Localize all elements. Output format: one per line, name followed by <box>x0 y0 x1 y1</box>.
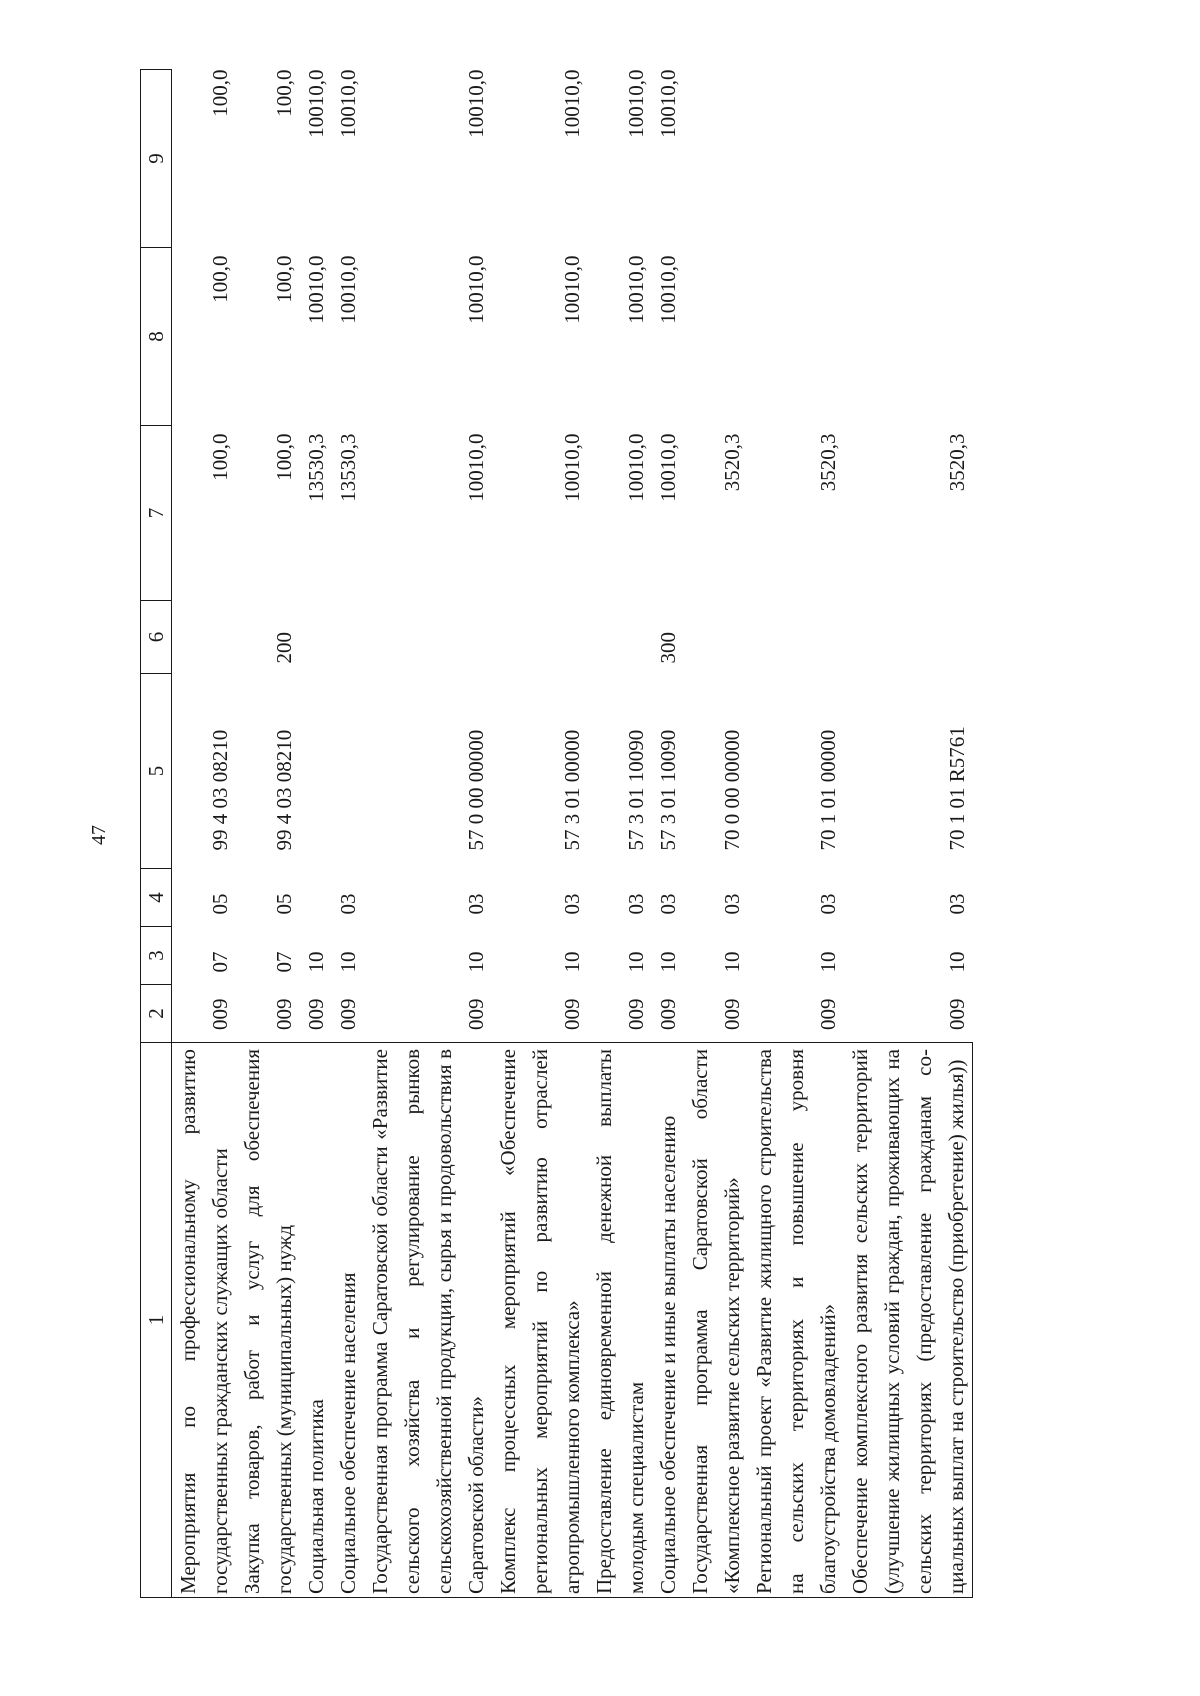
amount-year-3-cell: 10010,0 <box>336 69 360 138</box>
subsection-code-cell: 05 <box>208 893 232 915</box>
expense-type-cell <box>492 601 588 674</box>
section-code-cell: 10 <box>656 951 680 973</box>
expense-type-cell <box>300 601 332 674</box>
target-article-cell <box>332 674 364 869</box>
column-header: 1 <box>141 1043 172 1598</box>
amount-year-3-cell <box>844 70 973 248</box>
expense-type-cell <box>588 601 652 674</box>
subsection-code-cell: 03 <box>944 893 969 915</box>
row-name-cell: Региональный проект «Развитие жилищного строительства на сельских территориях и повышение уровня благоустройства домовладений» <box>748 1043 844 1598</box>
target-article-cell: 70 1 01 R5761 <box>944 726 969 851</box>
table-row <box>684 70 748 1598</box>
target-article-cell: 99 4 03 08210 <box>272 729 296 851</box>
amount-year-2-cell: 10010,0 <box>464 255 488 324</box>
section-code-cell: 10 <box>560 951 584 973</box>
expense-type-cell <box>844 601 973 674</box>
row-name-cell: Социальная политика <box>300 1043 332 1598</box>
row-name-cell: Закупка товаров, работ и услуг для обеспечения государственных (муниципальных) нужд <box>236 1043 300 1598</box>
amount-year-3-cell: 100,0 <box>272 69 296 117</box>
section-code-cell: 10 <box>304 951 328 973</box>
table-body <box>172 70 973 1598</box>
amount-year-1-cell: 10010,0 <box>560 433 584 502</box>
row-name-cell: Государственная программа Саратовской области «Комплексное развитие сельских территорий» <box>684 1043 748 1598</box>
expense-type-cell <box>172 601 237 674</box>
row-name-cell: Обеспечение комплексного развития сельских территорий (улучшение жилищных условий граждан, проживающих на сельских территориях (предоставление гражданам социальных выплат на строительство (приобретение) жилья)) <box>844 1043 973 1598</box>
column-header: 7 <box>141 426 172 601</box>
expense-type-cell <box>332 601 364 674</box>
amount-year-2-cell: 10010,0 <box>304 255 328 324</box>
section-code-cell: 10 <box>336 951 360 973</box>
grbs-code-cell: 009 <box>464 998 488 1030</box>
amount-year-2-cell <box>684 248 748 426</box>
section-code-cell: 10 <box>816 951 840 973</box>
grbs-code-cell: 009 <box>624 998 648 1030</box>
column-header: 8 <box>141 248 172 426</box>
table-row <box>748 70 844 1598</box>
column-header: 9 <box>141 70 172 248</box>
grbs-code-cell: 009 <box>304 998 328 1030</box>
target-article-cell: 70 1 01 00000 <box>816 729 840 851</box>
column-header: 5 <box>141 674 172 869</box>
subsection-code-cell: 03 <box>816 893 840 915</box>
amount-year-1-cell: 3520,3 <box>816 433 840 492</box>
target-article-cell: 57 0 00 00000 <box>464 729 488 851</box>
section-code-cell: 10 <box>624 951 648 973</box>
grbs-code-cell: 009 <box>272 998 296 1030</box>
amount-year-1-cell: 100,0 <box>272 433 296 481</box>
section-code-cell: 10 <box>944 951 969 973</box>
table-row <box>652 70 684 1598</box>
amount-year-3-cell: 10010,0 <box>304 69 328 138</box>
amount-year-1-cell: 10010,0 <box>624 433 648 502</box>
table-row <box>492 70 588 1598</box>
amount-year-2-cell <box>844 248 973 426</box>
expense-type-cell: 300 <box>656 632 680 664</box>
section-code-cell: 07 <box>272 951 296 973</box>
subsection-code-cell: 03 <box>624 893 648 915</box>
column-header: 3 <box>141 927 172 985</box>
target-article-cell: 70 0 00 00000 <box>720 729 744 851</box>
amount-year-3-cell: 10010,0 <box>656 69 680 138</box>
grbs-code-cell: 009 <box>656 998 680 1030</box>
subsection-code-cell: 03 <box>720 893 744 915</box>
amount-year-2-cell <box>748 248 844 426</box>
subsection-code-cell: 05 <box>272 893 296 915</box>
table-row <box>172 70 237 1598</box>
amount-year-1-cell: 100,0 <box>208 433 232 481</box>
subsection-code-cell: 03 <box>336 893 360 915</box>
amount-year-1-cell: 10010,0 <box>656 433 680 502</box>
grbs-code-cell: 009 <box>560 998 584 1030</box>
expense-type-cell <box>684 601 748 674</box>
table-header-row <box>141 70 172 1598</box>
grbs-code-cell: 009 <box>208 998 232 1030</box>
amount-year-3-cell: 10010,0 <box>560 69 584 138</box>
table-row <box>236 70 300 1598</box>
page-number: 47 <box>88 825 110 845</box>
subsection-code-cell: 03 <box>560 893 584 915</box>
amount-year-2-cell: 10010,0 <box>336 255 360 324</box>
amount-year-2-cell: 10010,0 <box>656 255 680 324</box>
target-article-cell: 57 3 01 10090 <box>624 729 648 851</box>
row-name-cell: Социальное обеспечение населения <box>332 1043 364 1598</box>
target-article-cell: 57 3 01 10090 <box>656 729 680 851</box>
amount-year-1-cell: 3520,3 <box>944 433 969 492</box>
amount-year-3-cell: 100,0 <box>208 69 232 117</box>
row-name-cell: Комплекс процессных мероприятий «Обеспечение региональных мероприятий по развитию отраслей агропромышленного комплекса» <box>492 1043 588 1598</box>
grbs-code-cell: 009 <box>720 998 744 1030</box>
amount-year-2-cell: 100,0 <box>208 255 232 303</box>
table-row <box>300 70 332 1598</box>
amount-year-1-cell: 13530,3 <box>336 433 360 502</box>
column-header: 2 <box>141 985 172 1043</box>
section-code-cell: 07 <box>208 951 232 973</box>
amount-year-2-cell: 10010,0 <box>624 255 648 324</box>
amount-year-1-cell: 10010,0 <box>464 433 488 502</box>
table-row <box>332 70 364 1598</box>
amount-year-3-cell: 10010,0 <box>464 69 488 138</box>
budget-table-sheet <box>140 70 1168 1598</box>
table-row <box>588 70 652 1598</box>
grbs-code-cell: 009 <box>816 998 840 1030</box>
subsection-code-cell <box>300 869 332 927</box>
section-code-cell: 10 <box>464 951 488 973</box>
target-article-cell: 99 4 03 08210 <box>208 729 232 851</box>
column-header: 4 <box>141 869 172 927</box>
expense-type-cell: 200 <box>272 632 296 664</box>
subsection-code-cell: 03 <box>656 893 680 915</box>
amount-year-3-cell <box>684 70 748 248</box>
target-article-cell: 57 3 01 00000 <box>560 729 584 851</box>
amount-year-2-cell: 10010,0 <box>560 255 584 324</box>
expense-type-cell <box>748 601 844 674</box>
expense-type-cell <box>364 601 492 674</box>
row-name-cell: Предоставление единовременной денежной выплаты молодым специалистам <box>588 1043 652 1598</box>
amount-year-3-cell: 10010,0 <box>624 69 648 138</box>
target-article-cell <box>300 674 332 869</box>
row-name-cell: Государственная программа Саратовской области «Развитие сельского хозяйства и регулирование рынков сельскохозяйственной продукции, сырья и продовольствия в Саратовской области» <box>364 1043 492 1598</box>
amount-year-1-cell: 13530,3 <box>304 433 328 502</box>
budget-table <box>140 69 973 1598</box>
grbs-code-cell: 009 <box>944 998 969 1030</box>
row-name-cell: Мероприятия по профессиональному развитию государственных гражданских служащих области <box>172 1043 237 1598</box>
row-name-cell: Социальное обеспечение и иные выплаты населению <box>652 1043 684 1598</box>
subsection-code-cell: 03 <box>464 893 488 915</box>
grbs-code-cell: 009 <box>336 998 360 1030</box>
column-header: 6 <box>141 601 172 674</box>
table-row <box>844 70 973 1598</box>
amount-year-1-cell: 3520,3 <box>720 433 744 492</box>
table-row <box>364 70 492 1598</box>
amount-year-3-cell <box>748 70 844 248</box>
section-code-cell: 10 <box>720 951 744 973</box>
amount-year-2-cell: 100,0 <box>272 255 296 303</box>
